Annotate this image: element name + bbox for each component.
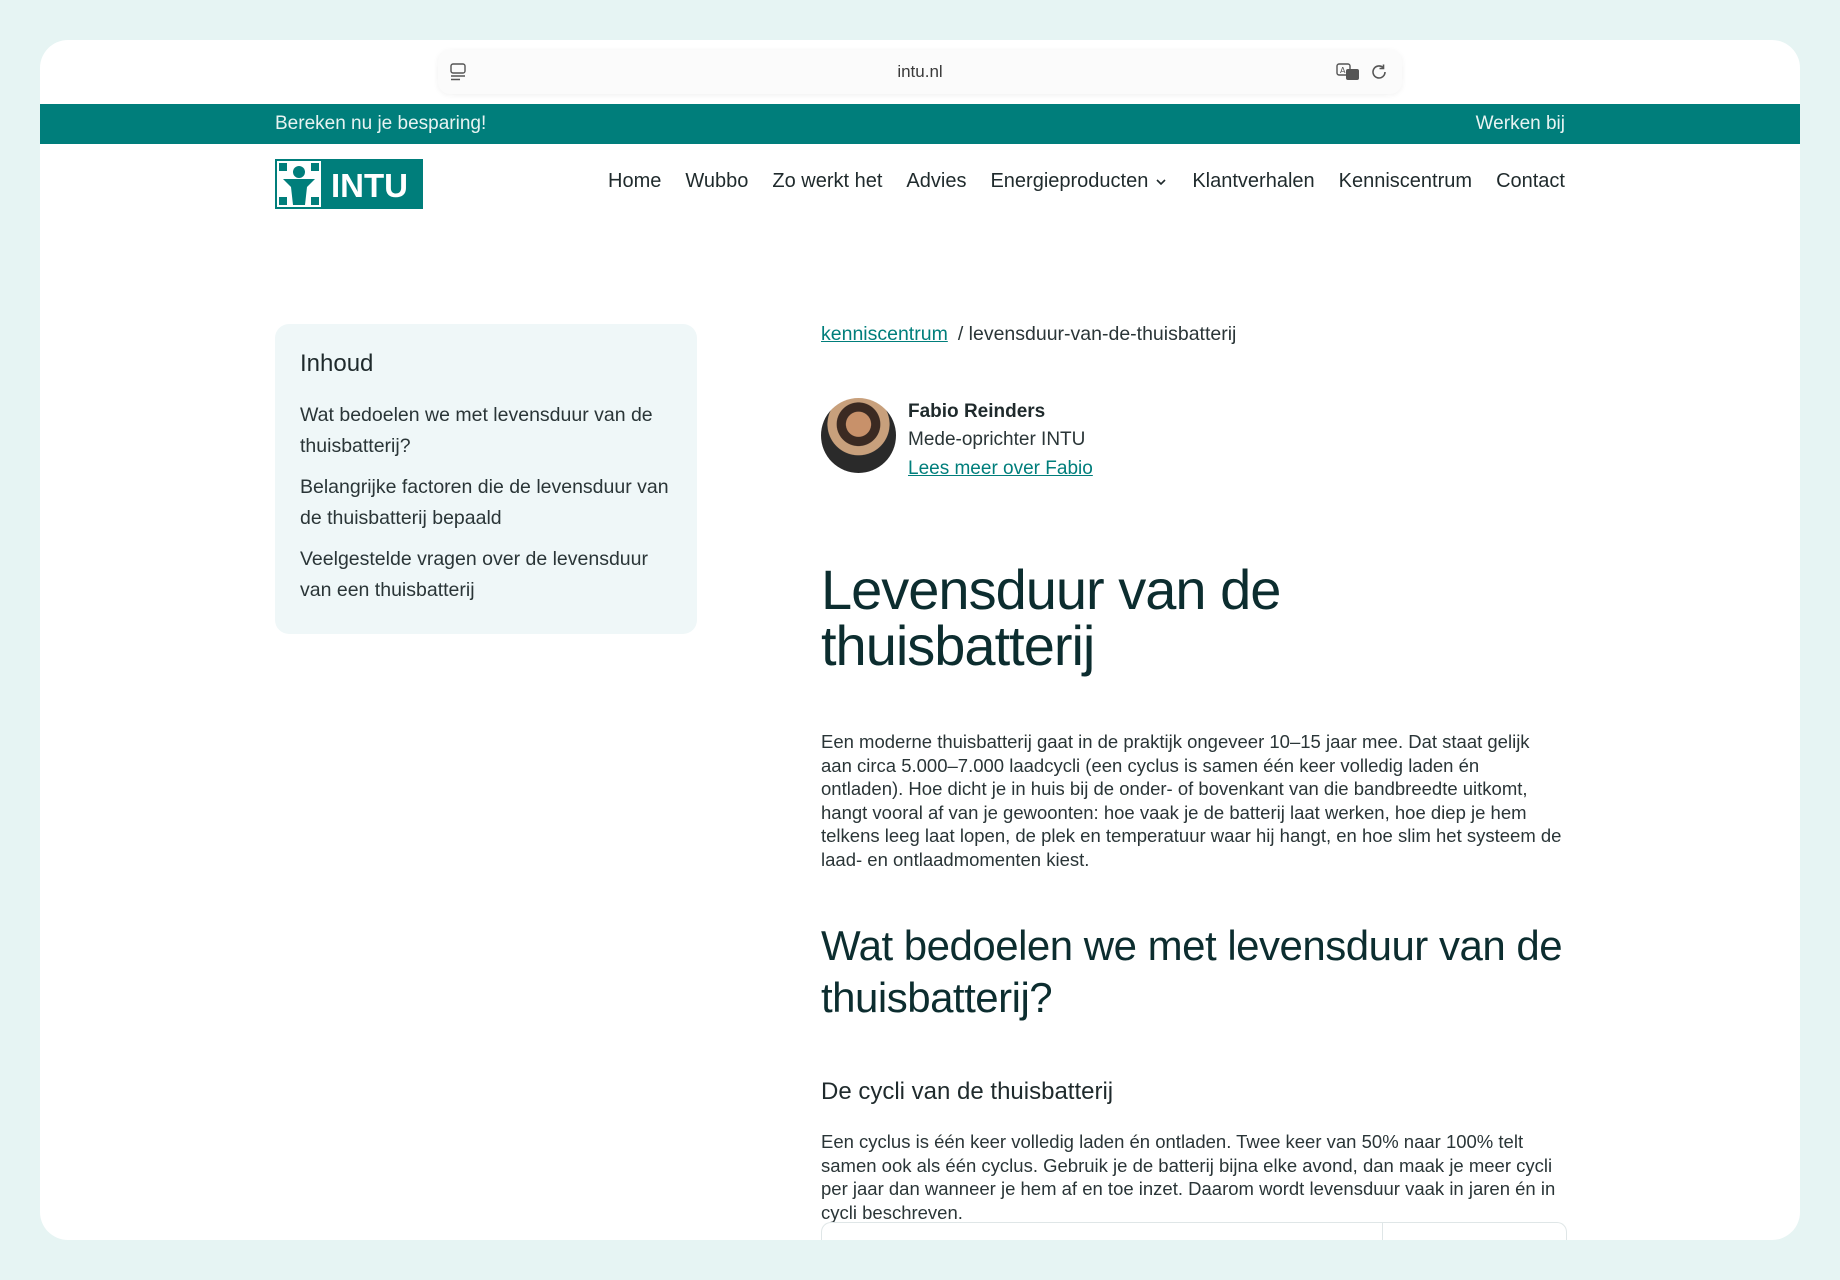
breadcrumb-link-kenniscentrum[interactable]: kenniscentrum (821, 323, 948, 345)
author-card (821, 398, 1093, 484)
intro-paragraph: Een moderne thuisbatterij gaat in de praktijk ongeveer 10–15 jaar mee. Dat staat gelijk aan circa 5.000–7.000 laadcycli (een cyclus is samen één keer volledig laden én ontladen). Hoe dicht je in huis bij de onder- of bovenkant van die bandbreedte uitkomt, hangt vooral af van je gewoonten: hoe vaak je de batterij laat werken, hoe diep je hem telkens leeg laat lopen, de plek en temperatuur waar hij hangt, en hoe slim het systeem de laad- en ontlaadmomenten kiest. (821, 731, 1562, 870)
nav-energieproducten[interactable]: Energieproducten (990, 170, 1168, 193)
calculate-savings-link[interactable]: Bereken nu je besparing! (275, 113, 487, 134)
nav-zo-werkt-het[interactable]: Zo werkt het (772, 170, 883, 192)
nav-klantverhalen[interactable]: Klantverhalen (1192, 170, 1315, 192)
address-bar[interactable] (438, 50, 1402, 94)
section-heading: Wat bedoelen we met levensduur van de thuisbatterij? (821, 922, 1563, 1021)
toc-item[interactable]: Veelgestelde vragen over de levensduur van een thuisbatterij (300, 548, 648, 601)
translate-icon[interactable] (1336, 63, 1360, 81)
nav-advies[interactable]: Advies (906, 170, 967, 192)
subsection-heading: De cycli van de thuisbatterij (821, 1078, 1114, 1105)
toc-title: Inhoud (300, 350, 374, 377)
main-nav (608, 170, 1565, 193)
info-table (821, 1222, 1567, 1240)
chevron-down-icon (1154, 175, 1168, 189)
nav-wubbo[interactable]: Wubbo (685, 170, 749, 192)
intu-logo[interactable] (275, 159, 423, 209)
body-paragraph: Een cyclus is één keer volledig laden én ontladen. Twee keer van 50% naar 100% telt samen ook als één cyclus. Gebruik je de batterij bijna elke avond, dan maak je meer cycli per jaar dan wanneer je hem af en toe inzet. Daarom wordt levensduur vaak in jaren én in cycli beschreven. (821, 1131, 1556, 1223)
table-of-contents (275, 324, 697, 634)
page-title: Levensduur van de thuisbatterij (821, 558, 1281, 677)
nav-contact[interactable]: Contact (1496, 170, 1565, 192)
promo-bar (40, 104, 1800, 144)
nav-kenniscentrum[interactable]: Kenniscentrum (1338, 170, 1473, 192)
browser-window (40, 40, 1800, 1240)
jobs-link[interactable]: Werken bij (1475, 113, 1565, 134)
logo-text: INTU (331, 167, 408, 204)
avatar (821, 398, 896, 473)
author-role: Mede-oprichter INTU (908, 429, 1086, 450)
url-text[interactable]: intu.nl (897, 62, 943, 81)
breadcrumb-current: / levensduur-van-de-thuisbatterij (957, 323, 1237, 345)
toc-item[interactable]: Belangrijke factoren die de levensduur van de thuisbatterij bepaald (300, 476, 669, 529)
toc-item[interactable]: Wat bedoelen we met levensduur van de thuisbatterij? (300, 404, 653, 457)
svg-text:A: A (1340, 66, 1346, 75)
author-more-link[interactable]: Lees meer over Fabio (908, 458, 1093, 479)
page-layout-icon[interactable] (450, 63, 466, 81)
nav-home[interactable]: Home (608, 170, 662, 192)
breadcrumb (821, 323, 1236, 346)
author-name: Fabio Reinders (908, 401, 1046, 422)
reload-icon[interactable] (1370, 63, 1388, 81)
